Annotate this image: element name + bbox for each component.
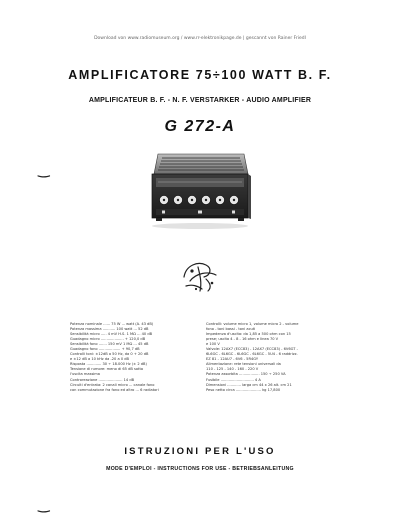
spec-row: Potenza assorbita .................. 150 ÷ 250 VA (206, 372, 286, 377)
spec-row: Controlli toni: ±12dB a 50 Hz, da 0 + 20 dB (70, 352, 149, 357)
subtitle: AMPLIFICATEUR B. F. - N. F. VERSTARKER - AUDIO AMPLIFIER (88, 97, 312, 104)
spec-row: Peso netto circa ...................... kg 17,800 (206, 387, 281, 392)
main-title: AMPLIFICATORE 75÷100 WATT B. F. (68, 68, 332, 82)
spec-row: Controlli: volume micro 1, volume micro 2 - volume (206, 322, 299, 326)
spec-row: prese; uscita 4 - 8 - 16 ohm e linea 70 V (206, 337, 279, 342)
spec-row: Sensibilità fono ....... 150 mV 1 MΩ ... 45 dB (70, 342, 149, 347)
spec-row: Risposta ............. 30 ÷ 18.000 Hz (± 2 dB) (70, 362, 147, 367)
spec-row: Dimensioni ............ larga cm 44 x 26 alt. cm 21 (206, 382, 292, 387)
binding-mark-bottom: ‿ (38, 497, 50, 513)
spec-row: EZ 81 - 12AU7 - 6V6 - 5R4GY (206, 357, 259, 362)
spec-row: 6L6GC - 6L6GC - 6L6GC - 6L6GC - 5U4 - 6 raddrizz. (206, 352, 298, 357)
spec-row: Potenza nominale ...... 75 W ... watt (A. 43 dB) (70, 322, 154, 326)
spec-row: Potenza massima ........... 100 watt ... 52 dB (70, 327, 149, 332)
spec-row: Sensibilità micro ..... 4 mV H.S. 1 MΩ ... 40 dB (70, 332, 153, 337)
spec-row: Impedenza d'uscita: da 1,85 a 500 ohm con 15 (206, 332, 291, 337)
spec-row: Alimentazione: rete tensioni universali da (206, 362, 281, 367)
spec-row: l'uscita massima (70, 372, 101, 377)
spec-row: Circuiti d'entrata: 2 canali micro ... canale fono (70, 382, 155, 387)
specs-left-column (70, 322, 205, 393)
spec-row: con commutazione fra fono ed altro ... 6 radiatori (70, 387, 159, 392)
instructions-title: ISTRUZIONI PER L'USO (124, 446, 276, 457)
download-note: Download von www.radiomuseum.org / www.rr-elektronikpage.de | gescannt von Rainer Friedl (94, 36, 306, 41)
spec-row: Guadagno fono ................... + 90,7 dB (70, 347, 140, 352)
spec-row: e 100 V (206, 342, 220, 347)
spec-row: Valvole: 12AX7 (ECC83) - 12AX7 (ECC83) - 6V6GT - (206, 347, 298, 352)
model-number: G 272-A (164, 118, 236, 135)
brand-logo-icon (178, 253, 224, 295)
spec-row: Controreazione ..................... 14 dB (70, 377, 135, 382)
binding-mark-top: ‿ (38, 162, 50, 178)
amplifier-photo (148, 148, 252, 244)
spec-row: 110 - 125 - 140 - 160 - 220 V (206, 367, 259, 372)
spec-row: e ±12 dB a 10 kHz da -20 a 0 dB (70, 357, 129, 362)
spec-row: Guadagno micro .................... + 120,0 dB (70, 337, 146, 342)
specs-right-column (206, 322, 336, 393)
spec-row: Tensione di rumore: meno di 65 dB sotto (70, 367, 144, 372)
spec-row: Fusibile ............................. 4 A (206, 377, 261, 382)
spec-row: fono - toni bassi - toni acuti (206, 327, 256, 332)
instructions-subtitle: MODE D'EMPLOI - INSTRUCTIONS FOR USE - BETRIEBSANLEITUNG (106, 466, 294, 472)
